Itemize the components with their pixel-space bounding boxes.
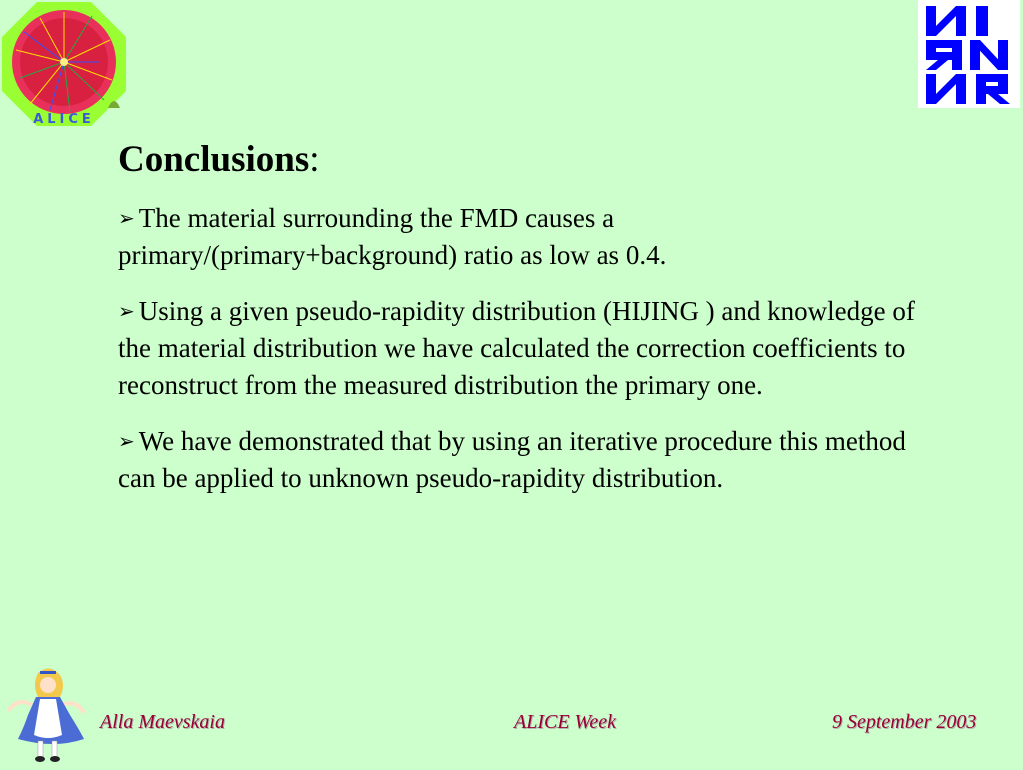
bullet-item	[118, 293, 948, 404]
footer-author: Alla Maevskaia	[100, 711, 225, 733]
alice-detector-logo-icon	[0, 0, 128, 128]
arrow-bullet-icon: ➢	[118, 206, 135, 230]
slide-title	[118, 138, 948, 182]
arrow-bullet-icon: ➢	[118, 429, 135, 453]
bullet-text: The material surrounding the FMD causes a primary/(primary+background) ratio as low as 0.4.	[118, 203, 667, 270]
slide-title-colon: :	[309, 139, 320, 180]
alice-logo-label: ALICE	[33, 112, 95, 127]
bullet-text: Using a given pseudo-rapidity distribution (HIJING ) and knowledge of the material distribution we have calculated the correction coefficients to reconstruct from the measured distribution the primary one.	[118, 296, 915, 400]
bullet-text: We have demonstrated that by using an iterative procedure this method can be applied to unknown pseudo-rapidity distribution.	[118, 426, 906, 493]
footer-date: 9 September 2003	[832, 711, 977, 733]
slide-content	[118, 138, 948, 516]
footer-event: ALICE Week	[514, 711, 617, 733]
alice-in-wonderland-icon	[2, 665, 88, 765]
bullet-item	[118, 423, 948, 497]
jinr-logo-icon	[918, 0, 1020, 108]
arrow-bullet-icon: ➢	[118, 299, 135, 323]
slide-title-text: Conclusions	[118, 139, 310, 180]
bullet-item	[118, 200, 948, 274]
